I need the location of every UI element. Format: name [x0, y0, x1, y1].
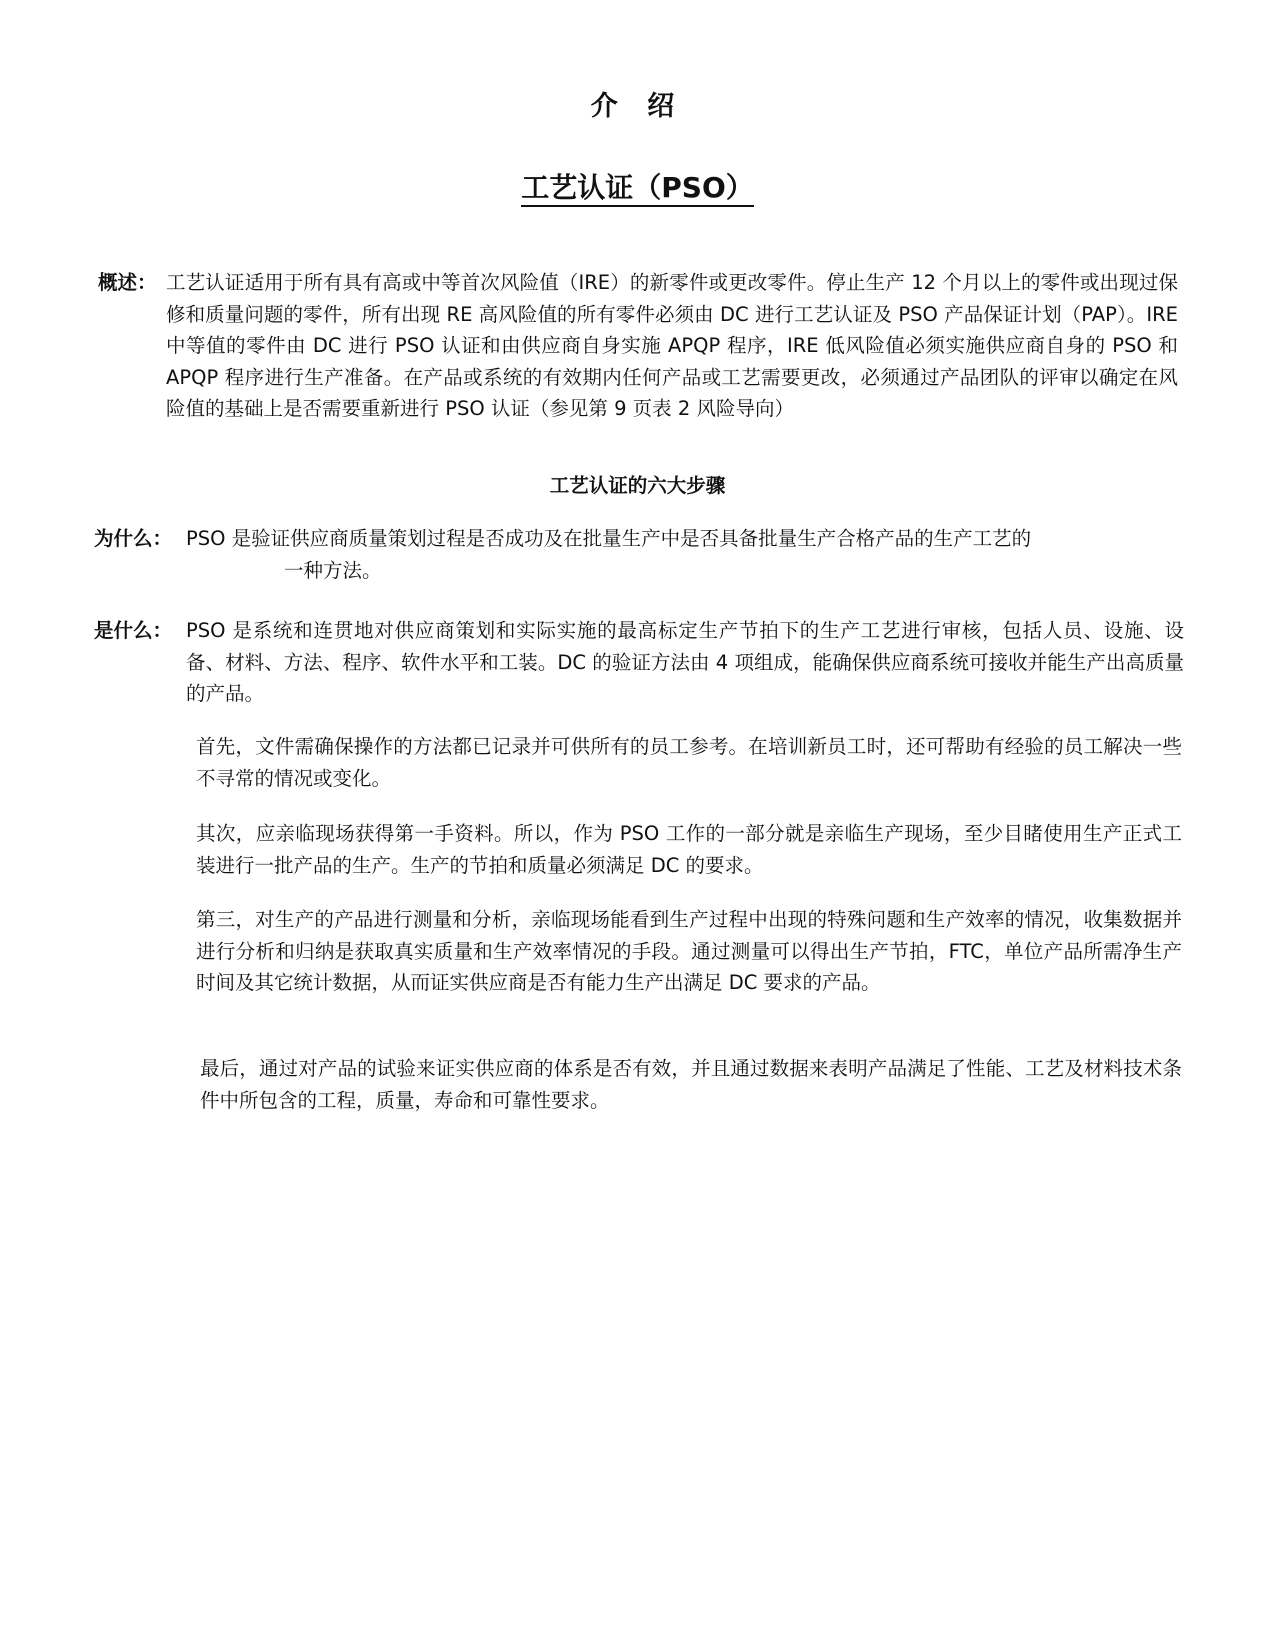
why-text — [186, 523, 1184, 586]
section-title — [0, 166, 1275, 206]
why-text-line1: PSO 是验证供应商质量策划过程是否成功及在批量生产中是否具备批量生产合格产品的生产工艺的 — [186, 527, 1032, 550]
why-label: 为什么： — [94, 527, 173, 550]
section-title-text: 工艺认证（PSO） — [521, 171, 754, 207]
what-text: PSO 是系统和连贯地对供应商策划和实际实施的最高标定生产节拍下的生产工艺进行审核，包括人员、设施、设备、材料、方法、程序、软件水平和工装。DC 的验证方法由 4 项组成，能确保供应商系统可接收并能生产出高质量的产品。 — [186, 619, 1184, 705]
paragraph-second: 其次，应亲临现场获得第一手资料。所以，作为 PSO 工作的一部分就是亲临生产现场，至少目睹使用生产正式工装进行一批产品的生产。生产的节拍和质量必须满足 DC 的要求。 — [196, 822, 1182, 877]
page-title: 介 绍 — [590, 91, 685, 122]
paragraph-first: 首先，文件需确保操作的方法都已记录并可供所有的员工参考。在培训新员工时，还可帮助有经验的员工解决一些不寻常的情况或变化。 — [196, 735, 1182, 790]
what-label: 是什么： — [94, 619, 173, 642]
overview-text: 工艺认证适用于所有具有高或中等首次风险值（IRE）的新零件或更改零件。停止生产 12 个月以上的零件或出现过保修和质量问题的零件，所有出现 RE 高风险值的所有零件必须由 DC 进行工艺认证及 PSO 产品保证计划（PAP）。IRE 中等值的零件由 DC 进行 PSO 认证和由供应商自身实施 APQP 程序，IRE 低风险值必须实施供应商自身的 PSO 和 APQP 程序进行生产准备。在产品或系统的有效期内任何产品或工艺需要更改，必须通过产品团队的评审以确定在风险值的基础上是否需要重新进行 PSO 认证（参见第 9 页表 2 风险导向） — [166, 271, 1178, 420]
paragraph-third: 第三，对生产的产品进行测量和分析，亲临现场能看到生产过程中出现的特殊问题和生产效率的情况，收集数据并进行分析和归纳是获取真实质量和生产效率情况的手段。通过测量可以得出生产节拍，FTC，单位产品所需净生产时间及其它统计数据，从而证实供应商是否有能力生产出满足 DC 要求的产品。 — [196, 908, 1182, 994]
paragraph-last: 最后，通过对产品的试验来证实供应商的体系是否有效，并且通过数据来表明产品满足了性能、工艺及材料技术条件中所包含的工程，质量，寿命和可靠性要求。 — [200, 1057, 1182, 1112]
why-text-line2: 一种方法。 — [284, 558, 382, 582]
overview-label: 概述： — [98, 271, 157, 294]
steps-heading: 工艺认证的六大步骤 — [549, 474, 726, 497]
